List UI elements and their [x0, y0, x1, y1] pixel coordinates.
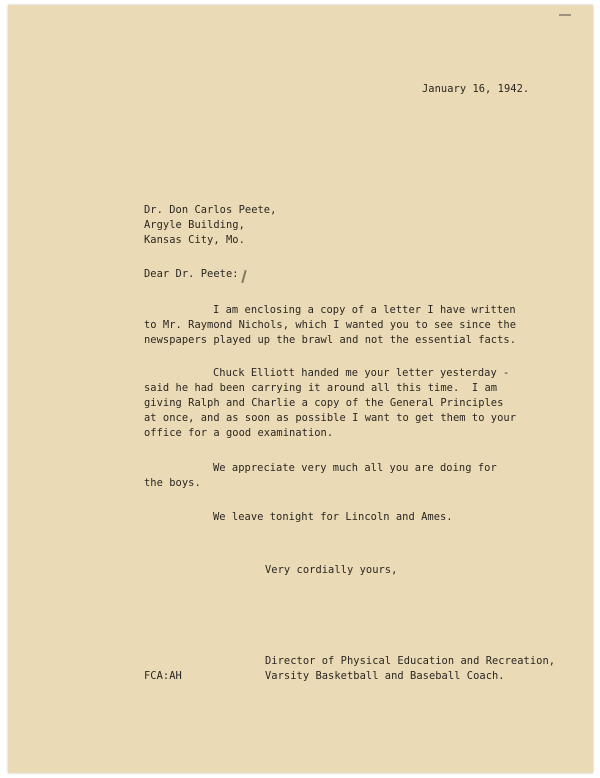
body-line: newspapers played up the brawl and not the essential facts. [144, 334, 517, 346]
pen-mark [241, 270, 246, 283]
body-line: at once, and as soon as possible I want to get them to your [144, 412, 517, 424]
body-line: I am enclosing a copy of a letter I have written [213, 304, 516, 316]
reference-initials: FCA:AH [144, 670, 182, 682]
recipient-line: Dr. Don Carlos Peete, [144, 204, 277, 216]
letter-date: January 16, 1942. [422, 83, 530, 95]
paper-fold-mark [559, 14, 571, 16]
salutation: Dear Dr. Peete: [144, 268, 239, 280]
signature-title-line: Varsity Basketball and Baseball Coach. [265, 670, 505, 682]
body-line: We leave tonight for Lincoln and Ames. [213, 511, 453, 523]
body-line: office for a good examination. [144, 427, 334, 439]
body-line: giving Ralph and Charlie a copy of the General Principles [144, 397, 504, 409]
body-line: to Mr. Raymond Nichols, which I wanted you to see since the [144, 319, 517, 331]
recipient-line: Argyle Building, [144, 219, 245, 231]
signature-title-line: Director of Physical Education and Recreation, [265, 655, 556, 667]
body-line: said he had been carrying it around all this time. I am [144, 382, 498, 394]
recipient-line: Kansas City, Mo. [144, 234, 245, 246]
closing: Very cordially yours, [265, 564, 398, 576]
letter-page [8, 5, 593, 773]
body-line: Chuck Elliott handed me your letter yesterday - [213, 367, 510, 379]
body-line: We appreciate very much all you are doing for [213, 462, 497, 474]
body-line: the boys. [144, 477, 201, 489]
